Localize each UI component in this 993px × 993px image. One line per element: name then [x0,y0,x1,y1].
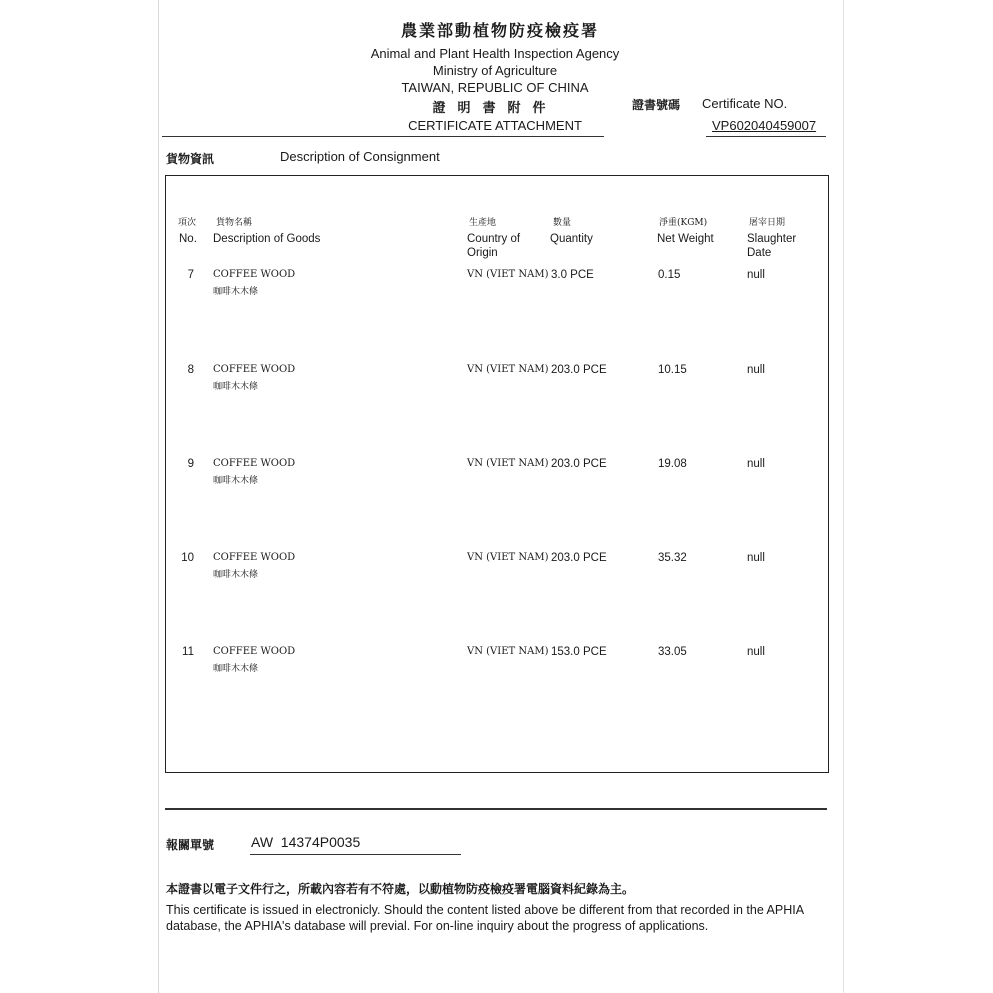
consignment-label-en: Description of Consignment [280,149,440,164]
country-name: TAIWAN, REPUBLIC OF CHINA [401,80,589,95]
row-desc: COFFEE WOOD [213,269,296,280]
row-origin: VN (VIET NAM) [467,646,549,657]
agency-title-en: Animal and Plant Health Inspection Agency [370,46,620,61]
row-weight: 19.08 [658,458,687,470]
attachment-title-en: CERTIFICATE ATTACHMENT [408,118,582,133]
row-no: 7 [187,269,194,281]
row-origin: VN (VIET NAM) [467,552,549,563]
header-weight: Net Weight [657,233,714,245]
declaration-rule [250,854,461,855]
row-no: 8 [187,364,194,376]
table-row [0,646,993,686]
row-desc-zh: 咖啡木木條 [213,382,259,392]
row-qty: 3.0 PCE [551,269,594,281]
row-qty: 203.0 PCE [551,552,607,564]
header-qty: Quantity [550,233,593,245]
header-desc: Description of Goods [213,233,321,245]
notice-zh: 本證書以電子文件行之，所載內容若有不符處，以動植物防疫檢疫署電腦資料紀錄為主。 [166,882,635,896]
row-desc-zh: 咖啡木木條 [213,476,259,486]
row-weight: 0.15 [658,269,681,281]
row-desc: COFFEE WOOD [213,364,296,375]
row-qty: 203.0 PCE [551,364,607,376]
row-desc: COFFEE WOOD [213,552,296,563]
header-weight-zh: 淨重(KGM) [659,218,708,228]
attachment-title-zh: 證明書附件 [432,101,558,116]
table-row [0,458,993,498]
row-origin: VN (VIET NAM) [467,269,549,280]
cert-rule [706,136,826,137]
row-slaughter: null [747,646,765,658]
row-qty: 203.0 PCE [551,458,607,470]
row-no: 9 [187,458,194,470]
table-row [0,364,993,404]
notice-en: This certificate is issued in electronicly. Should the content listed above be different from that recorded in the APHIA database, the APHIA's database will previal. For on-line inquiry about the progress of applications. [166,903,804,933]
row-desc: COFFEE WOOD [213,458,296,469]
row-desc: COFFEE WOOD [213,646,296,657]
table-row [0,269,993,309]
header-no-zh: 項次 [178,218,197,228]
header-origin: Country of Origin [467,233,521,259]
row-weight: 35.32 [658,552,687,564]
row-slaughter: null [747,552,765,564]
header-qty-zh: 數量 [553,218,572,228]
row-origin: VN (VIET NAM) [467,458,549,469]
cert-no-label: Certificate NO. [702,96,788,111]
row-weight: 33.05 [658,646,687,658]
row-desc-zh: 咖啡木木條 [213,570,259,580]
header-slaughter-zh: 屠宰日期 [749,218,786,228]
agency-title-zh: 農業部動植物防疫檢疫署 [400,21,599,40]
row-desc-zh: 咖啡木木條 [213,287,259,297]
cert-no-value: VP602040459007 [712,118,817,133]
row-slaughter: null [747,269,765,281]
row-desc-zh: 咖啡木木條 [213,664,259,674]
section-divider [165,808,827,810]
table-row [0,552,993,592]
row-no: 11 [182,646,194,658]
row-weight: 10.15 [658,364,687,376]
header-slaughter: Slaughter Date [747,233,797,259]
consignment-label-zh: 貨物資訊 [166,152,215,166]
declaration-number: AW 14374P0035 [251,834,361,850]
row-slaughter: null [747,364,765,376]
row-qty: 153.0 PCE [551,646,607,658]
header-no: No. [179,233,197,245]
declaration-label-zh: 報關單號 [166,838,215,852]
row-slaughter: null [747,458,765,470]
attachment-rule [162,136,604,137]
ministry-name: Ministry of Agriculture [432,63,558,78]
row-origin: VN (VIET NAM) [467,364,549,375]
header-origin-zh: 生產地 [469,218,497,228]
header-desc-zh: 貨物名稱 [216,218,253,228]
row-no: 10 [181,552,194,564]
cert-no-label-zh: 證書號碼 [632,98,681,112]
